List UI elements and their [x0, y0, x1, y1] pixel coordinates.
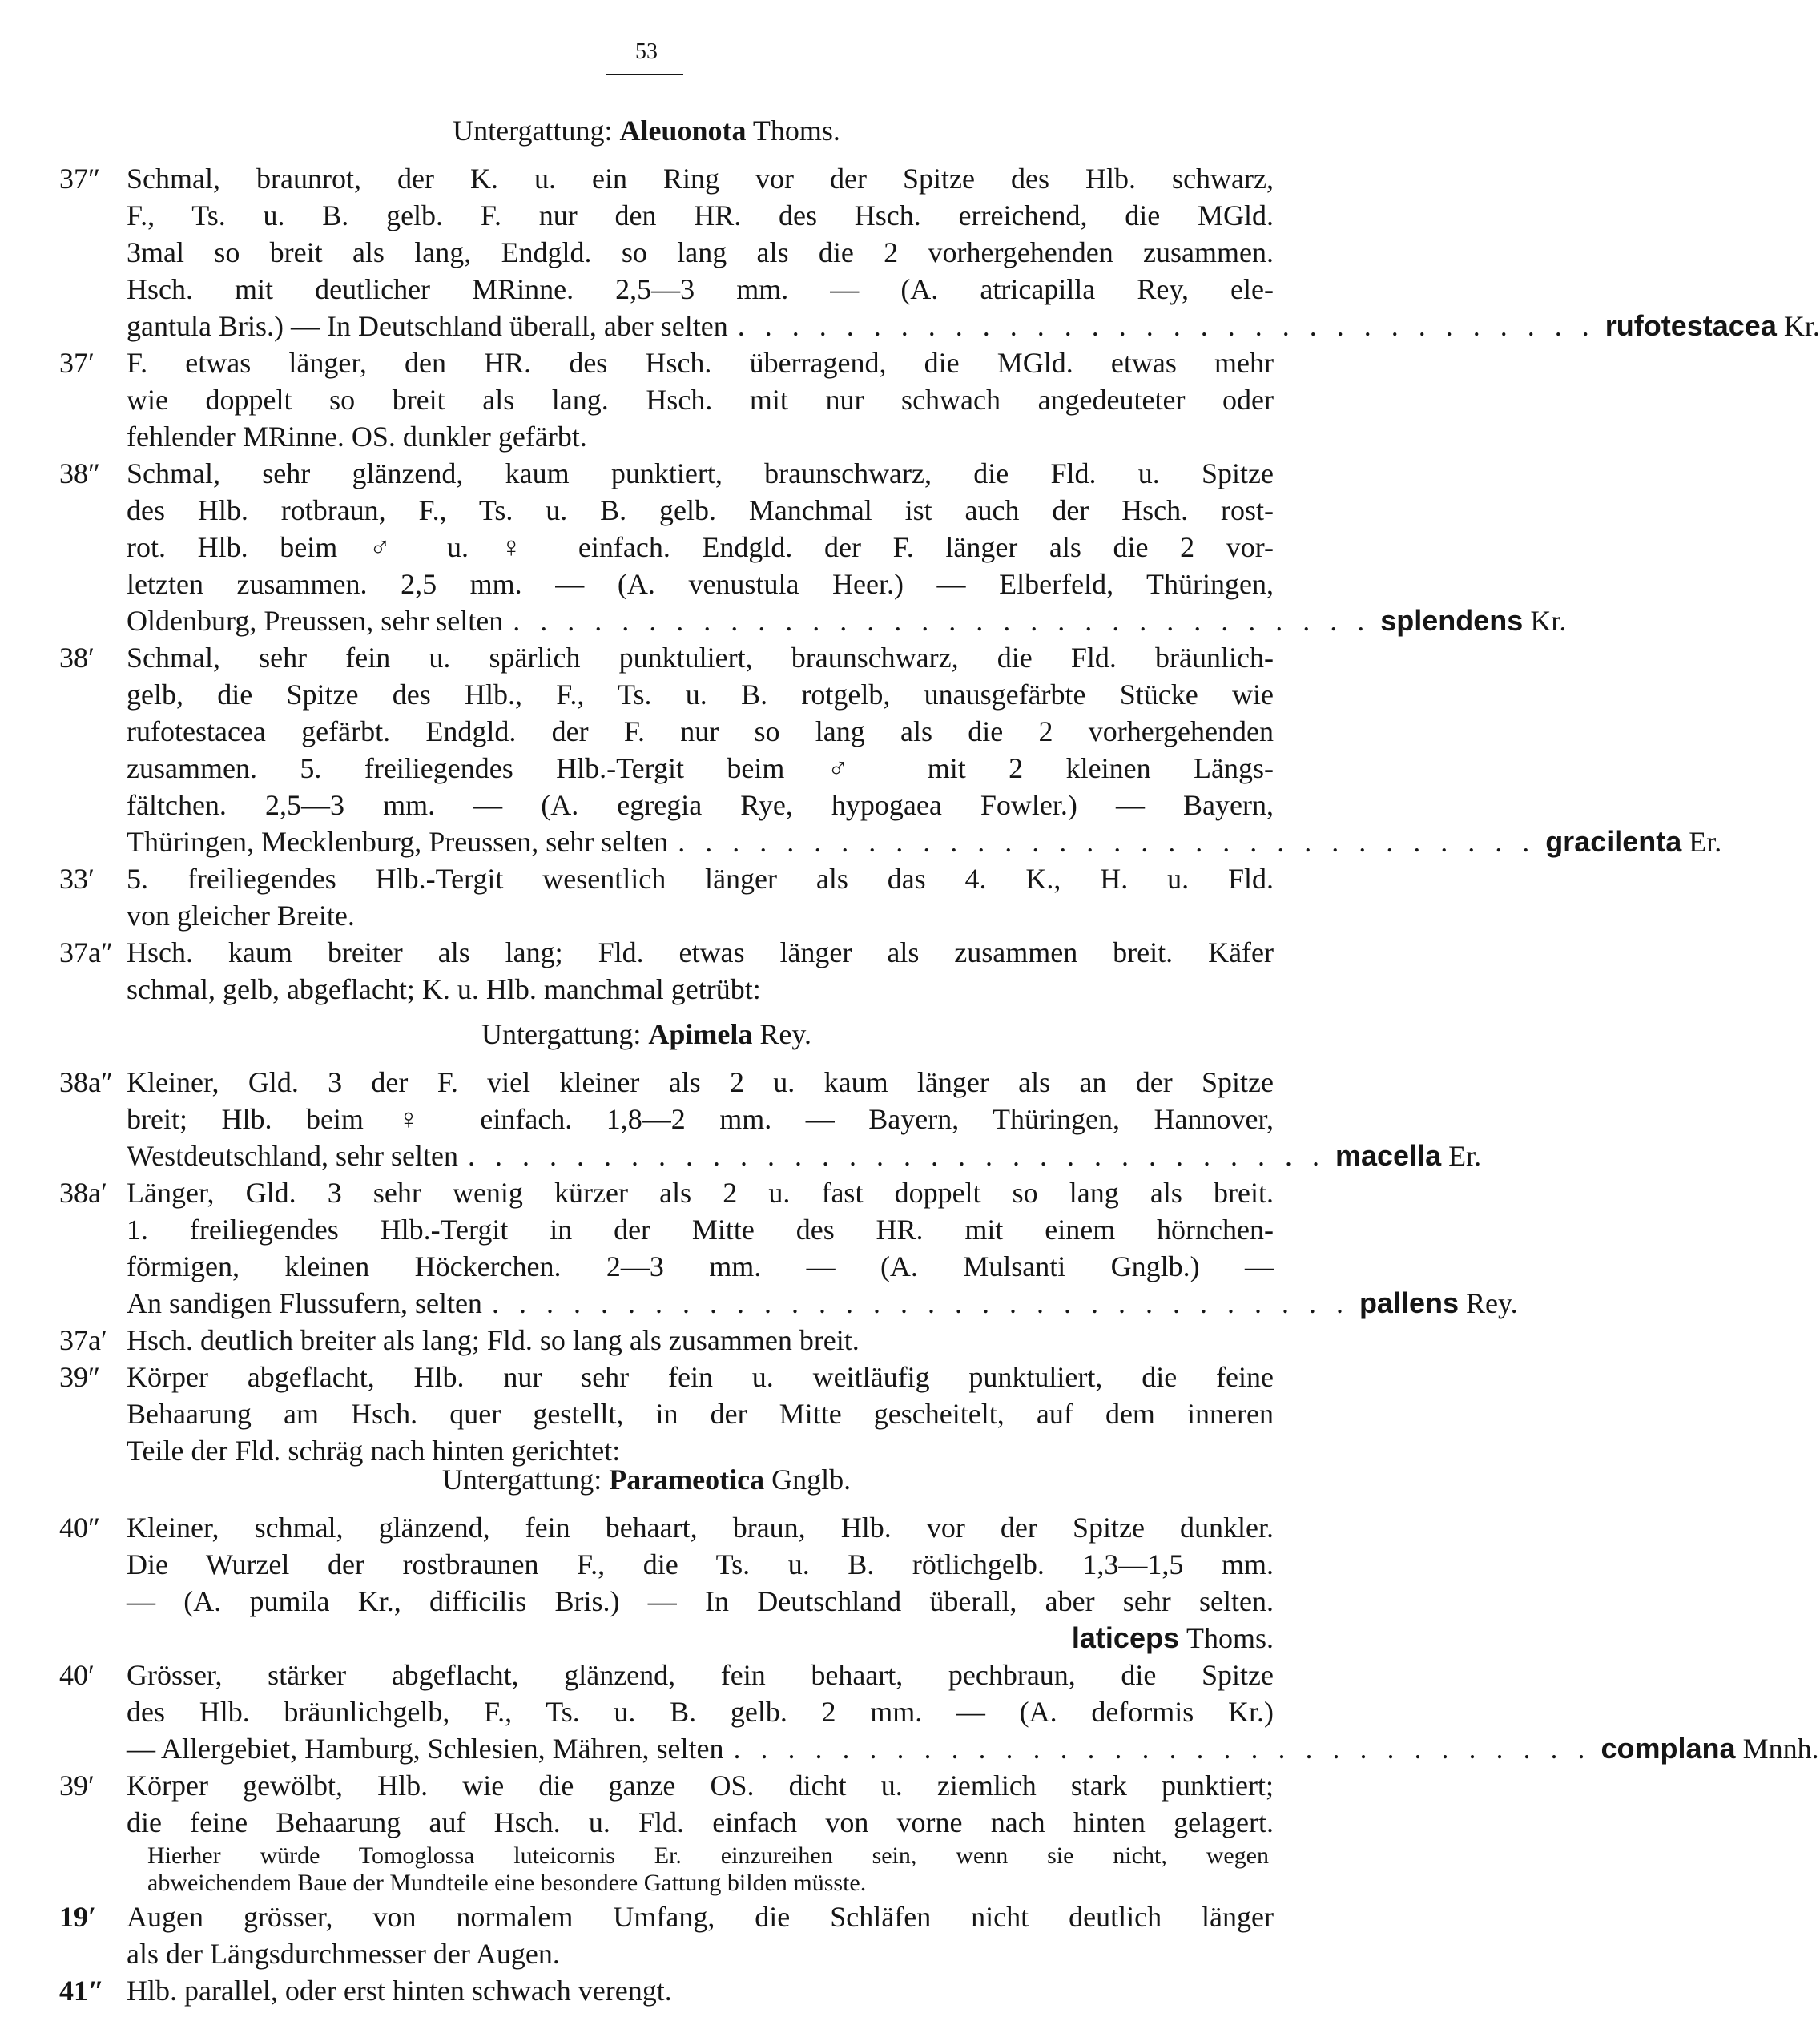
species-name: gracilenta — [1545, 825, 1682, 858]
entry-line: förmigen, kleinen Höckerchen. 2—3 mm. — (A. Mulsanti Gnglb.) — — [127, 1250, 1274, 1282]
entry-line-species — [127, 1730, 1819, 1767]
entry-line: An sandigen Flussufern, selten — [127, 1287, 482, 1319]
note-line: Hierher würde Tomoglossa luteicornis Er. einzureihen sein, wenn sie nicht, wegen — [147, 1842, 1269, 1869]
footnote-note — [147, 1842, 1269, 1897]
leader-dots: . . . . . . . . . . . . . . . . . . . . . . . . . . . . . . . . — [513, 605, 1371, 637]
entry-line: Hsch. deutlich breiter als lang; Fld. so lang als zusammen breit. — [127, 1324, 860, 1356]
entry-line: fehlender MRinne. OS. dunkler gefärbt. — [127, 421, 587, 453]
species-name: laticeps — [1071, 1621, 1179, 1654]
entry-line-species — [127, 823, 1722, 860]
entry-line: breit; Hlb. beim ♀ einfach. 1,8—2 mm. — Bayern, Thüringen, Hannover, — [127, 1103, 1274, 1135]
entry-line: Kleiner, schmal, glänzend, fein behaart, braun, Hlb. vor der Spitze dunkler. — [127, 1512, 1274, 1544]
species-name: rufotestacea — [1605, 309, 1777, 342]
entry-line: schmal, gelb, abgeflacht; K. u. Hlb. manchmal getrübt: — [127, 973, 761, 1005]
entry-line: — Allergebiet, Hamburg, Schlesien, Mähren, selten — [127, 1733, 724, 1765]
couplet-number: 40″ — [59, 1512, 100, 1544]
entry-line: Westdeutschland, sehr selten — [127, 1140, 458, 1172]
key-entry-33a — [59, 860, 1274, 934]
couplet-number: 37a″ — [59, 936, 113, 968]
entry-line: Grösser, stärker abgeflacht, glänzend, fein behaart, pechbraun, die Spitze — [127, 1659, 1274, 1691]
subgenus-name: Parameotica — [609, 1463, 765, 1496]
species-author: Er. — [1689, 826, 1722, 858]
species-author: Kr. — [1530, 605, 1567, 637]
leader-dots: . . . . . . . . . . . . . . . . . . . . . . . . . . . . . . . . — [733, 1733, 1592, 1765]
page-number: 53 — [635, 39, 658, 64]
key-entry-37b — [59, 160, 1820, 344]
key-entry-38b — [59, 455, 1567, 639]
species-author: Thoms. — [1186, 1622, 1274, 1654]
entry-line: Hsch. kaum breiter als lang; Fld. etwas länger als zusammen breit. Käfer — [127, 936, 1274, 968]
entry-line: von gleicher Breite. — [127, 900, 355, 932]
leader-dots: . . . . . . . . . . . . . . . . . . . . . . . . . . . . . . . . — [467, 1140, 1326, 1172]
entry-line: Länger, Gld. 3 sehr wenig kürzer als 2 u. fast doppelt so lang als breit. — [127, 1177, 1274, 1209]
key-entry-40b — [59, 1509, 1274, 1657]
entry-line: Die Wurzel der rostbraunen F., die Ts. u. B. rötlichgelb. 1,3—1,5 mm. — [127, 1548, 1274, 1580]
entry-line: Thüringen, Mecklenburg, Preussen, sehr selten — [127, 826, 669, 858]
entry-line: Teile der Fld. schräg nach hinten gerichtet: — [127, 1435, 621, 1467]
species-author: Rey. — [1466, 1287, 1518, 1319]
couplet-number: 41″ — [59, 1975, 104, 2007]
key-entry-40a — [59, 1657, 1819, 1767]
entry-line: wie doppelt so breit als lang. Hsch. mit nur schwach angedeuteter oder — [127, 384, 1274, 416]
subgenus-name: Aleuonota — [619, 115, 747, 147]
entry-line: des Hlb. bräunlichgelb, F., Ts. u. B. gelb. 2 mm. — (A. deformis Kr.) — [127, 1696, 1274, 1728]
subgenus-author: Rey. — [759, 1018, 811, 1050]
entry-line-species — [127, 1285, 1518, 1322]
entry-line: letzten zusammen. 2,5 mm. — (A. venustula Heer.) — Elberfeld, Thüringen, — [127, 568, 1274, 600]
entry-line-species — [127, 308, 1820, 344]
entry-line: F., Ts. u. B. gelb. F. nur den HR. des Hsch. erreichend, die MGld. — [127, 199, 1274, 231]
entry-line: Kleiner, Gld. 3 der F. viel kleiner als 2 u. kaum länger als an der Spitze — [127, 1066, 1274, 1098]
entry-line: Schmal, braunrot, der K. u. ein Ring vor der Spitze des Hlb. schwarz, — [127, 163, 1274, 195]
subgenus-name: Apimela — [648, 1018, 753, 1050]
entry-line: Augen grösser, von normalem Umfang, die Schläfen nicht deutlich länger — [127, 1901, 1274, 1933]
couplet-number: 19′ — [59, 1901, 97, 1933]
entry-line: Hsch. mit deutlicher MRinne. 2,5—3 mm. — (A. atricapilla Rey, ele- — [127, 273, 1274, 305]
couplet-number: 40′ — [59, 1659, 95, 1691]
species-name: complana — [1601, 1732, 1736, 1765]
key-entry-37ab — [59, 934, 1274, 1008]
key-entry-39b — [59, 1359, 1274, 1469]
entry-line: gantula Bris.) — In Deutschland überall, aber selten — [127, 310, 728, 342]
key-entry-41b — [59, 1972, 1274, 2009]
subgenus-author: Thoms. — [752, 115, 840, 147]
couplet-number: 37′ — [59, 347, 95, 379]
couplet-number: 37″ — [59, 163, 100, 195]
key-entry-37a — [59, 344, 1274, 455]
key-entry-39a — [59, 1767, 1274, 1841]
species-author: Er. — [1448, 1140, 1482, 1172]
entry-line: — (A. pumila Kr., difficilis Bris.) — In Deutschland überall, aber sehr selten. — [127, 1585, 1274, 1617]
subgenus-prefix: Untergattung: — [441, 1463, 602, 1496]
entry-line-species — [127, 602, 1567, 639]
entry-line: Körper gewölbt, Hlb. wie die ganze OS. dicht u. ziemlich stark punktiert; — [127, 1769, 1274, 1802]
species-name: splendens — [1380, 604, 1524, 637]
leader-dots: . . . . . . . . . . . . . . . . . . . . . . . . . . . . . . . . — [491, 1287, 1350, 1319]
entry-line: gelb, die Spitze des Hlb., F., Ts. u. B. rotgelb, unausgefärbte Stücke wie — [127, 678, 1274, 711]
key-entry-37aa — [59, 1322, 1274, 1359]
subgenus-heading-aleuonota — [0, 112, 1293, 149]
leader-dots: . . . . . . . . . . . . . . . . . . . . . . . . . . . . . . . . — [737, 310, 1596, 342]
subgenus-heading-apimela — [0, 1016, 1293, 1053]
entry-line: Hlb. parallel, oder erst hinten schwach verengt. — [127, 1975, 672, 2007]
couplet-number: 38″ — [59, 457, 100, 489]
header-rule — [606, 74, 683, 75]
entry-line: 1. freiliegendes Hlb.-Tergit in der Mitte des HR. mit einem hörnchen- — [127, 1214, 1274, 1246]
entry-line: Oldenburg, Preussen, sehr selten — [127, 605, 504, 637]
entry-line: Schmal, sehr glänzend, kaum punktiert, braunschwarz, die Fld. u. Spitze — [127, 457, 1274, 489]
couplet-number: 39″ — [59, 1361, 100, 1393]
entry-line: Körper abgeflacht, Hlb. nur sehr fein u. weitläufig punktuliert, die feine — [127, 1361, 1274, 1393]
species-name: pallens — [1359, 1286, 1459, 1319]
key-entry-19a — [59, 1898, 1274, 1972]
key-entry-38ab — [59, 1064, 1482, 1174]
entry-line: 3mal so breit als lang, Endgld. so lang als die 2 vorhergehenden zusammen. — [127, 236, 1274, 268]
species-author: Mnnh. — [1742, 1733, 1819, 1765]
entry-line: des Hlb. rotbraun, F., Ts. u. B. gelb. Manchmal ist auch der Hsch. rost- — [127, 494, 1274, 526]
entry-line: Schmal, sehr fein u. spärlich punktuliert, braunschwarz, die Fld. bräunlich- — [127, 642, 1274, 674]
key-entry-38a — [59, 639, 1722, 860]
entry-line: fältchen. 2,5—3 mm. — (A. egregia Rye, hypogaea Fowler.) — Bayern, — [127, 789, 1274, 821]
subgenus-heading-parameotica — [0, 1461, 1293, 1498]
key-entry-38aa — [59, 1174, 1518, 1322]
subgenus-prefix: Untergattung: — [453, 115, 613, 147]
entry-line: 5. freiliegendes Hlb.-Tergit wesentlich länger als das 4. K., H. u. Fld. — [127, 863, 1274, 895]
entry-line: rot. Hlb. beim ♂ u. ♀ einfach. Endgld. der F. länger als die 2 vor- — [127, 531, 1274, 563]
entry-line: F. etwas länger, den HR. des Hsch. überragend, die MGld. etwas mehr — [127, 347, 1274, 379]
subgenus-prefix: Untergattung: — [481, 1018, 642, 1050]
couplet-number: 38a′ — [59, 1177, 107, 1209]
entry-line: rufotestacea gefärbt. Endgld. der F. nur so lang als die 2 vorhergehenden — [127, 715, 1274, 747]
species-author: Kr. — [1783, 310, 1820, 342]
couplet-number: 38a″ — [59, 1066, 113, 1098]
subgenus-author: Gnglb. — [771, 1463, 852, 1496]
leader-dots: . . . . . . . . . . . . . . . . . . . . . . . . . . . . . . . . — [678, 826, 1536, 858]
entry-line-species — [127, 1137, 1482, 1174]
entry-line: die feine Behaarung auf Hsch. u. Fld. einfach von vorne nach hinten gelagert. — [127, 1806, 1274, 1838]
couplet-number: 37a′ — [59, 1324, 107, 1356]
entry-line-species — [127, 1620, 1274, 1657]
couplet-number: 39′ — [59, 1769, 95, 1802]
note-line: abweichendem Baue der Mundteile eine besondere Gattung bilden müsste. — [147, 1870, 867, 1896]
entry-line: Behaarung am Hsch. quer gestellt, in der Mitte gescheitelt, auf dem inneren — [127, 1398, 1274, 1430]
entry-line: als der Längsdurchmesser der Augen. — [127, 1938, 560, 1970]
entry-line: zusammen. 5. freiliegendes Hlb.-Tergit beim ♂ mit 2 kleinen Längs- — [127, 752, 1274, 784]
couplet-number: 38′ — [59, 642, 95, 674]
couplet-number: 33′ — [59, 863, 95, 895]
species-name: macella — [1335, 1139, 1442, 1172]
